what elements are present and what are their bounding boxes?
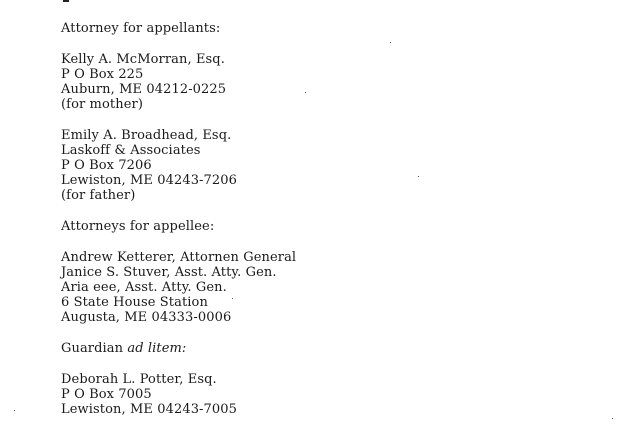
appellee-heading: Attorneys for appellee: <box>61 219 215 234</box>
guardian-heading-prefix: Guardian <box>61 341 128 356</box>
attorney-role: (for father) <box>61 188 136 203</box>
scan-speck <box>418 176 419 177</box>
attorney-role: (for mother) <box>61 97 143 112</box>
scan-speck <box>390 42 391 43</box>
guardian-heading-italic: ad litem: <box>127 341 187 356</box>
scan-speck <box>612 418 613 419</box>
office-address: 6 State House Station <box>61 295 208 310</box>
attorney-city: Lewiston, ME 04243-7206 <box>61 173 238 188</box>
guardian-city: Lewiston, ME 04243-7005 <box>61 402 238 417</box>
guardian-heading <box>61 341 621 356</box>
scan-speck <box>305 92 306 93</box>
attorney-city: Auburn, ME 04212-0225 <box>61 82 227 97</box>
guardian-po-box: P O Box 7005 <box>61 387 152 402</box>
attorney-po-box: P O Box 7206 <box>61 158 152 173</box>
appellee-attorneys <box>61 250 621 325</box>
scan-speck <box>232 298 233 299</box>
guardian-ad-litem <box>61 372 621 417</box>
assistant-attorney: Janice S. Stuver, Asst. Atty. Gen. <box>61 265 277 280</box>
office-city: Augusta, ME 04333-0006 <box>61 310 232 325</box>
appellant-attorney-father <box>61 128 621 203</box>
attorney-name: Kelly A. McMorran, Esq. <box>61 52 225 67</box>
scan-speck <box>14 410 15 411</box>
appellant-attorney-mother <box>61 52 621 112</box>
scan-mark <box>63 0 69 2</box>
guardian-name: Deborah L. Potter, Esq. <box>61 372 217 387</box>
attorney-general: Andrew Ketterer, Attornen General <box>61 250 297 265</box>
attorney-firm: Laskoff & Associates <box>61 143 201 158</box>
appellants-heading: Attorney for appellants: <box>61 21 221 36</box>
attorney-name: Emily A. Broadhead, Esq. <box>61 128 232 143</box>
assistant-attorney: Aria eee, Asst. Atty. Gen. <box>61 280 227 295</box>
attorney-po-box: P O Box 225 <box>61 67 144 82</box>
counsel-listing <box>61 21 621 433</box>
